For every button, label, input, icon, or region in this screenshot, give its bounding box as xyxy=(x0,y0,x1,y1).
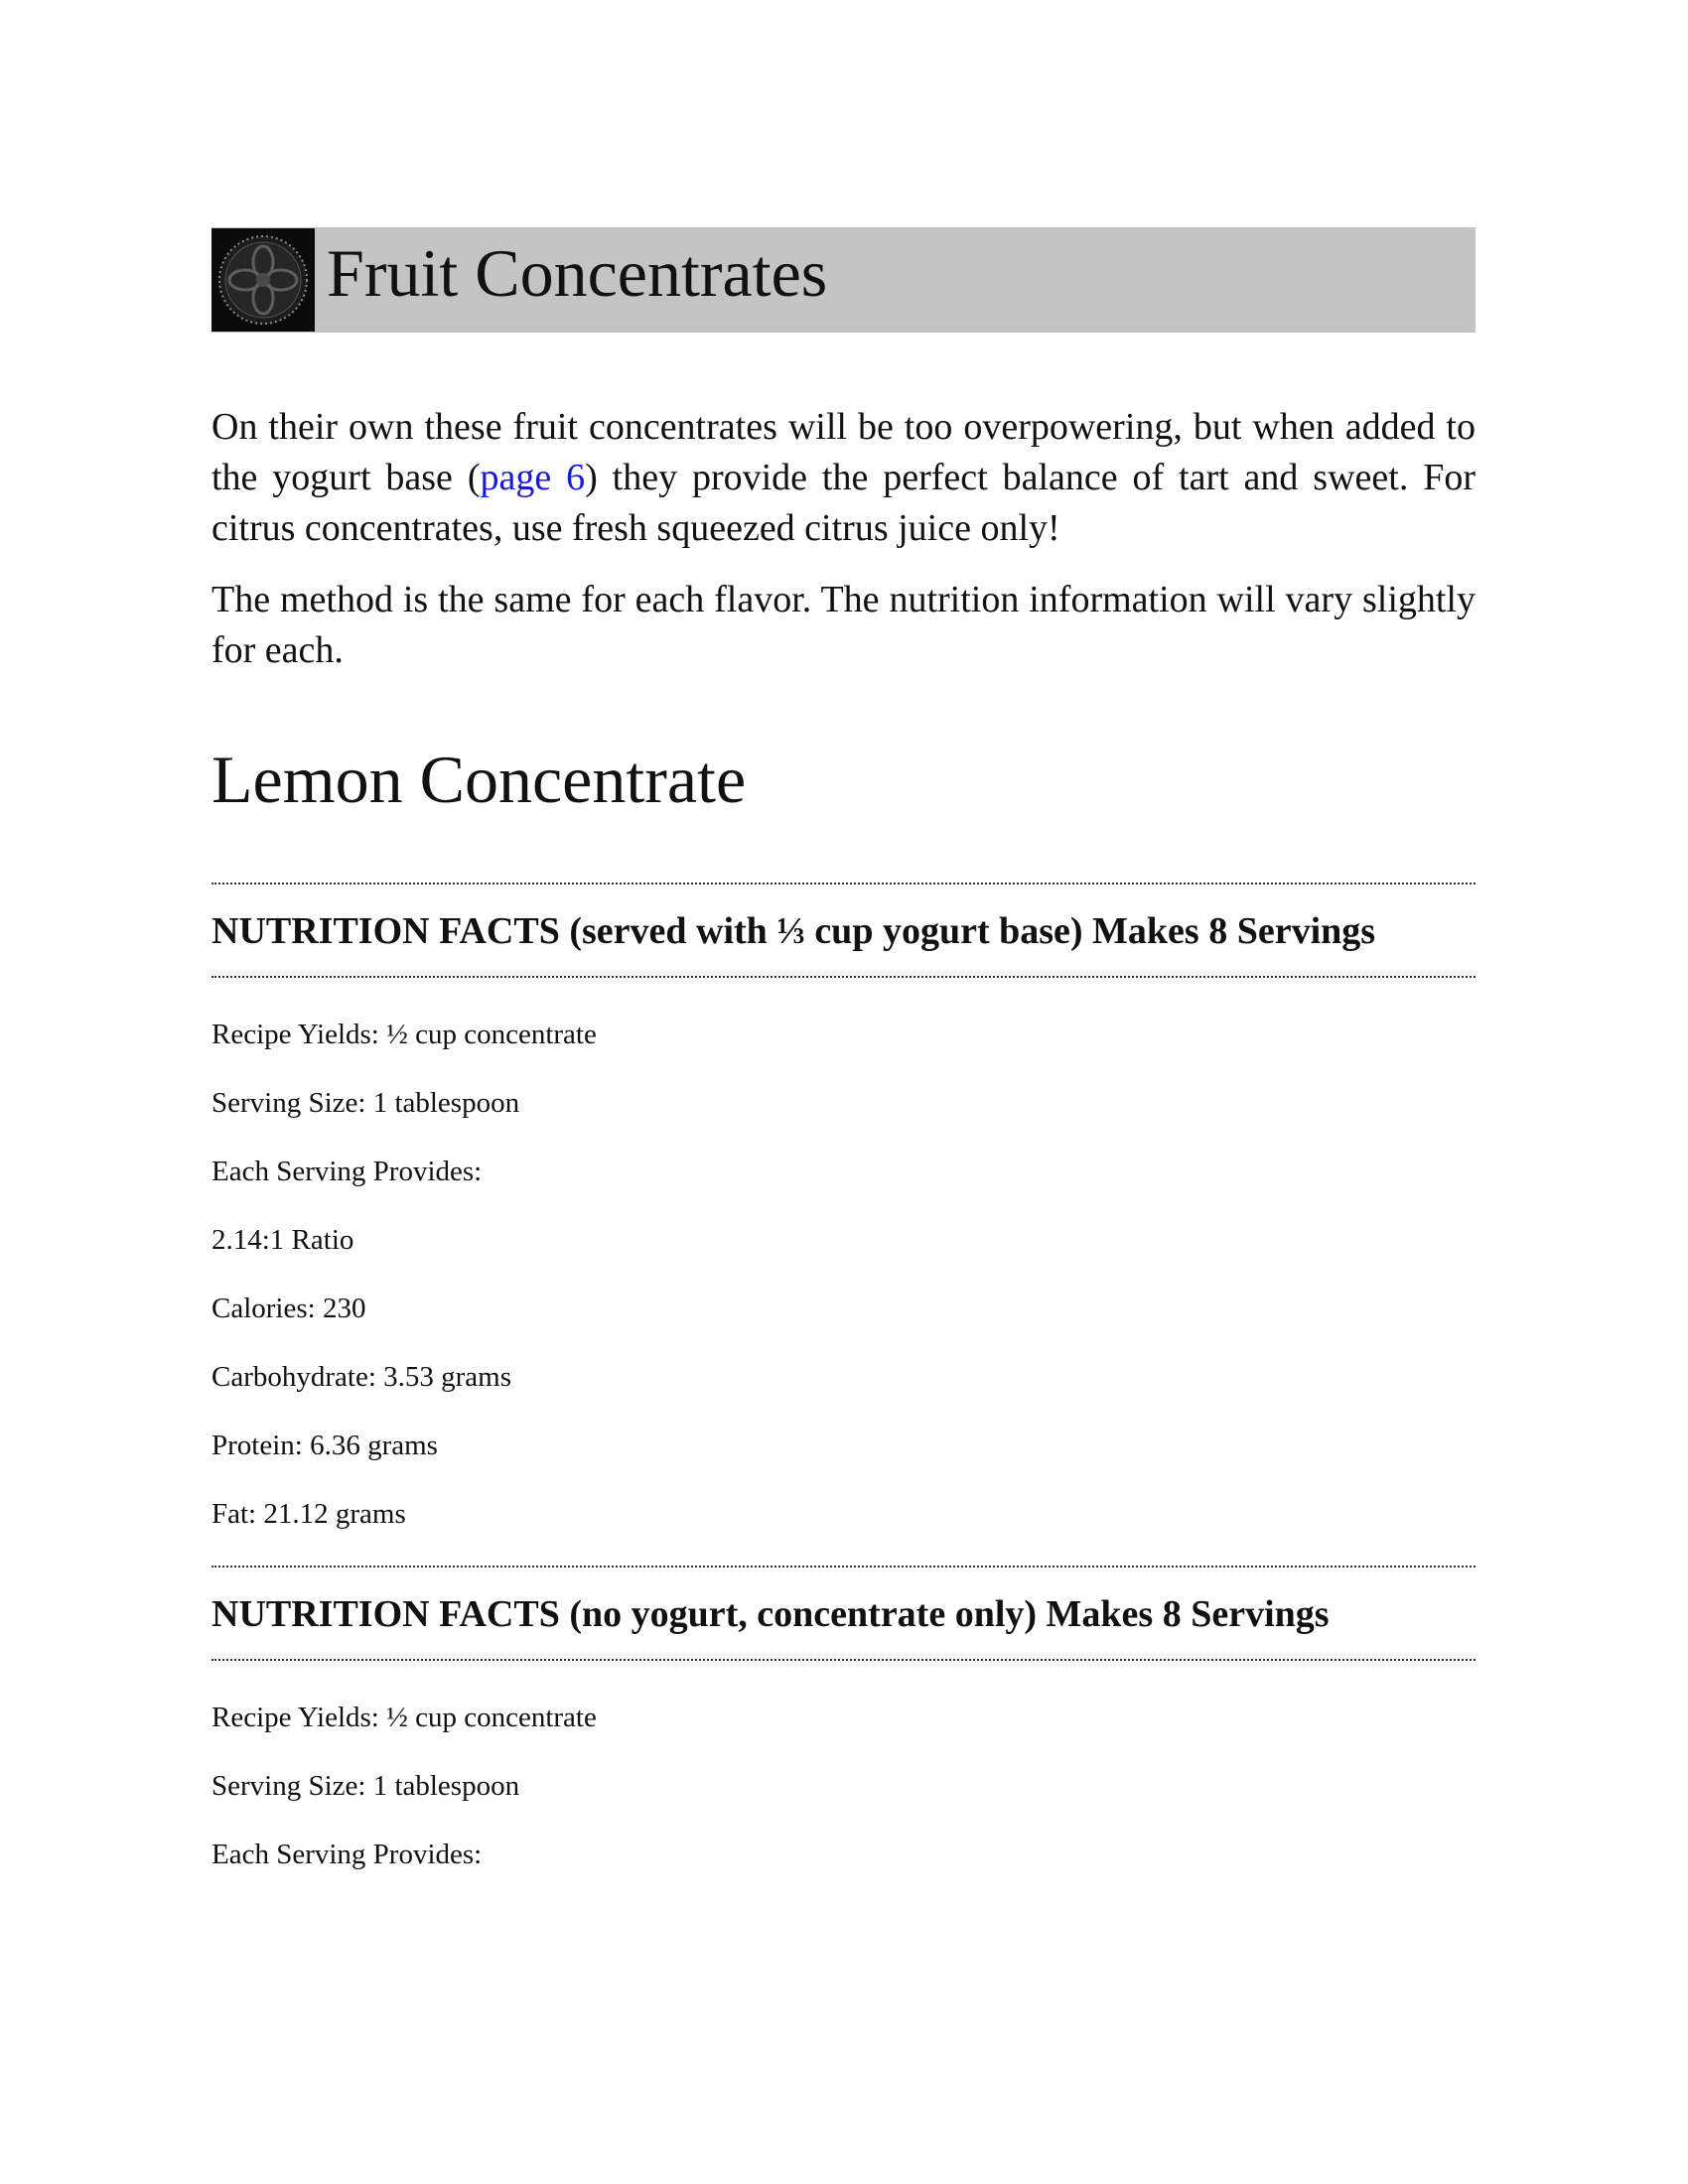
intro-text xyxy=(211,402,1476,676)
nutrition-section-concentrate-only xyxy=(211,1566,1476,1871)
intro-paragraph-2: The method is the same for each flavor. The nutrition information will vary slightly for each. xyxy=(211,579,1476,671)
dotted-divider xyxy=(211,883,1476,885)
document-page xyxy=(211,227,1476,1906)
intro-text-segment: On their own these fruit concentrates will be too overpowering, but when added to the yogurt base ( xyxy=(211,406,1476,498)
nutrition-section-with-yogurt xyxy=(211,883,1476,1531)
list-item: Carbohydrate: 3.53 grams xyxy=(211,1361,512,1393)
nutrition-facts-list xyxy=(211,1018,1476,1531)
dotted-divider xyxy=(211,1659,1476,1661)
nutrition-facts-list xyxy=(211,1701,1476,1871)
list-item: Protein: 6.36 grams xyxy=(211,1430,438,1461)
list-item: Each Serving Provides: xyxy=(211,1839,483,1870)
section-title-banner xyxy=(211,227,1476,333)
recipe-title: Lemon Concentrate xyxy=(211,742,747,817)
intro-paragraph-1 xyxy=(211,402,1476,554)
list-item: Serving Size: 1 tablespoon xyxy=(211,1770,520,1802)
list-item: Calories: 230 xyxy=(211,1293,366,1324)
list-item: Each Serving Provides: xyxy=(211,1156,483,1187)
list-item: Fat: 21.12 grams xyxy=(211,1498,406,1530)
intro-text-segment: ) they provide the perfect balance of tart and sweet. For citrus concentrates, use fresh squeezed citrus juice only! xyxy=(211,457,1477,549)
page-title: Fruit Concentrates xyxy=(327,235,828,311)
nutrition-facts-heading: NUTRITION FACTS (no yogurt, concentrate only) Makes 8 Servings xyxy=(211,1593,1330,1635)
list-item: Serving Size: 1 tablespoon xyxy=(211,1087,520,1119)
ornamental-medallion-icon xyxy=(211,228,315,332)
nutrition-facts-heading: NUTRITION FACTS (served with ⅓ cup yogurt base) Makes 8 Servings xyxy=(211,910,1376,952)
dotted-divider xyxy=(211,1566,1476,1568)
list-item: 2.14:1 Ratio xyxy=(211,1224,354,1256)
list-item: Recipe Yields: ½ cup concentrate xyxy=(211,1702,597,1733)
list-item: Recipe Yields: ½ cup concentrate xyxy=(211,1019,597,1050)
dotted-divider xyxy=(211,976,1476,978)
page-6-link[interactable]: page 6 xyxy=(480,457,586,498)
